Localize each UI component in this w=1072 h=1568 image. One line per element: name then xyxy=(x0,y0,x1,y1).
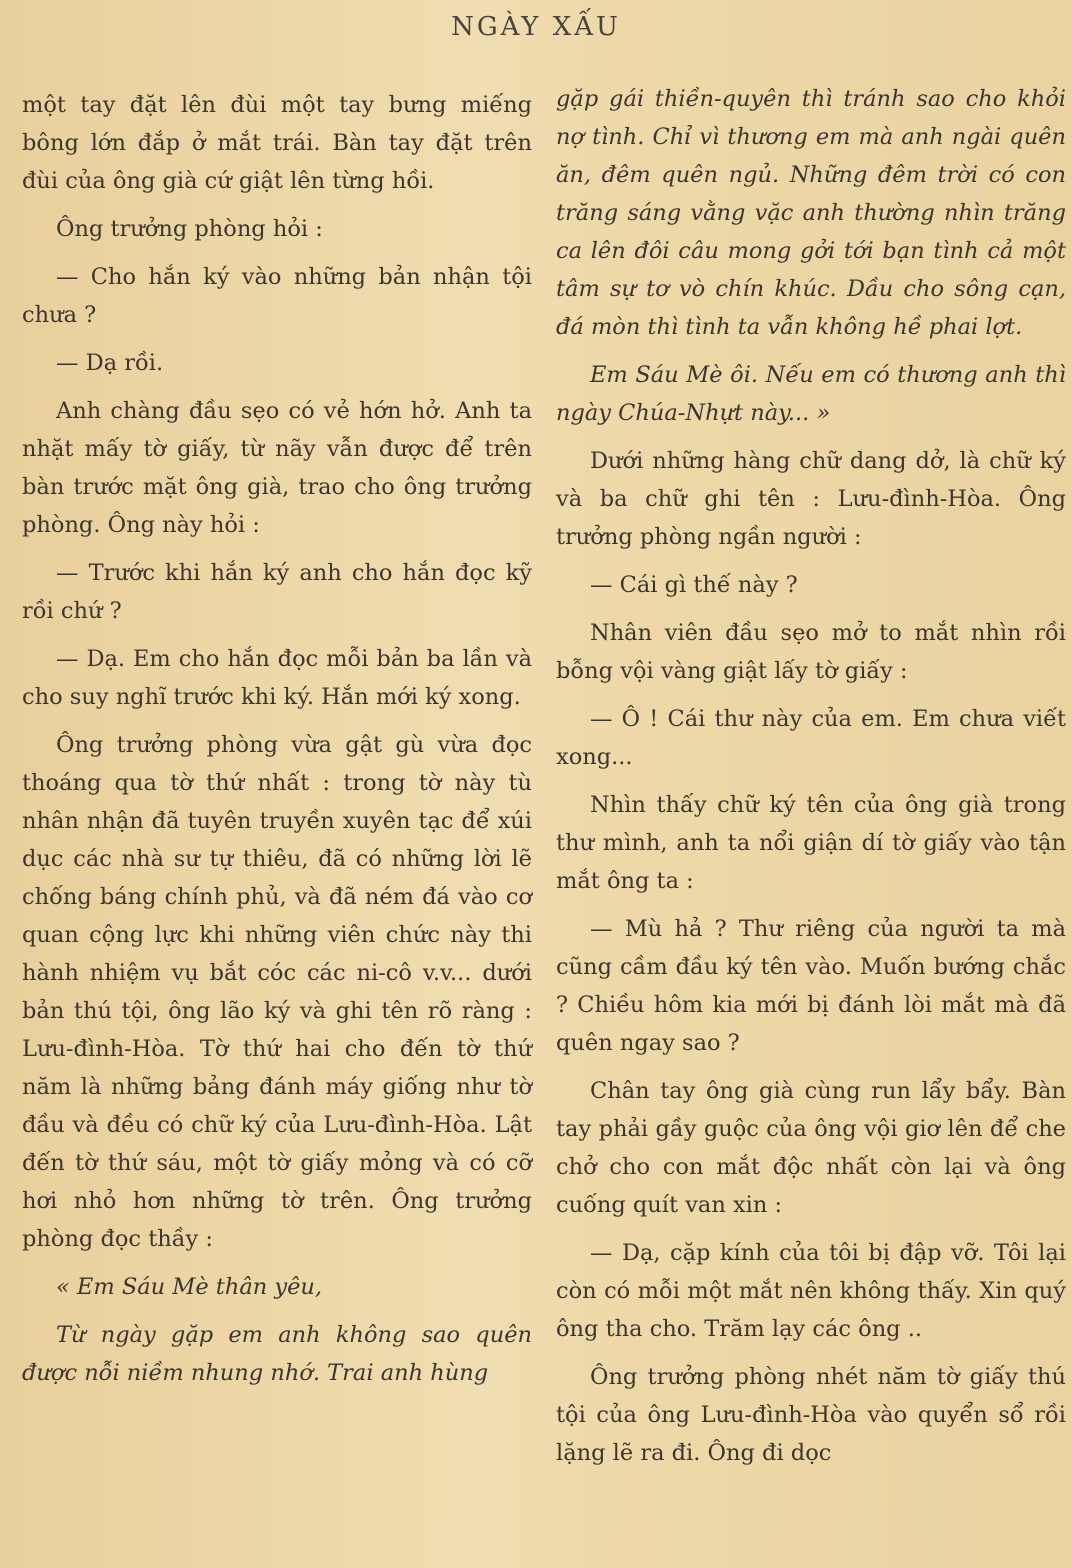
paragraph: một tay đặt lên đùi một tay bưng miếng bông lớn đắp ở mắt trái. Bàn tay đặt trên đùi của ông già cứ giật lên từng hồi. xyxy=(22,92,532,194)
paragraph: Anh chàng đầu sẹo có vẻ hớn hở. Anh ta nhặt mấy tờ giấy, từ nãy vẫn được để trên bàn trước mặt ông già, trao cho ông trưởng phòng. Ông này hỏi : xyxy=(22,398,532,538)
paragraph: — Dạ. Em cho hắn đọc mỗi bản ba lần và cho suy nghĩ trước khi ký. Hắn mới ký xong. xyxy=(22,646,532,710)
paragraph: — Cái gì thế này ? xyxy=(590,572,798,598)
paragraph: Dưới những hàng chữ dang dở, là chữ ký và ba chữ ghi tên : Lưu-đình-Hòa. Ông trưởng phòng ngần người : xyxy=(556,448,1066,550)
paragraph: gặp gái thiền-quyên thì tránh sao cho khỏi nợ tình. Chỉ vì thương em mà anh ngài quên ăn, đêm quên ngủ. Những đêm trời có con trăng sáng vằng vặc anh thường nhìn trăng ca lên đôi câu mong gởi tới bạn tình cả một tâm sự tơ vò chín khúc. Dầu cho sông cạn, đá mòn thì tình ta vẫn không hề phai lợt. xyxy=(556,86,1066,340)
paragraph: Ông trưởng phòng hỏi : xyxy=(56,216,323,242)
paragraph: Nhân viên đầu sẹo mở to mắt nhìn rồi bỗng vội vàng giật lấy tờ giấy : xyxy=(556,620,1066,684)
running-header: NGÀY XẤU xyxy=(451,12,621,42)
paragraph: — Trước khi hắn ký anh cho hắn đọc kỹ rồi chứ ? xyxy=(22,560,532,624)
paragraph: — Dạ, cặp kính của tôi bị đập vỡ. Tôi lại còn có mỗi một mắt nên không thấy. Xin quý ông tha cho. Trăm lạy các ông .. xyxy=(556,1240,1066,1342)
paragraph: — Ô ! Cái thư này của em. Em chưa viết xong... xyxy=(556,706,1066,770)
paragraph: Ông trưởng phòng nhét năm tờ giấy thú tội của ông Lưu-đình-Hòa vào quyển sổ rồi lặng lẽ ra đi. Ông đi dọc xyxy=(556,1364,1066,1466)
paragraph: « Em Sáu Mè thân yêu, xyxy=(56,1274,323,1300)
right-column xyxy=(556,80,1066,1482)
paragraph: — Mù hả ? Thư riêng của người ta mà cũng cầm đầu ký tên vào. Muốn bướng chắc ? Chiều hôm kia mới bị đánh lòi mắt mà đã quên ngay sao ? xyxy=(556,916,1066,1056)
paragraph: Từ ngày gặp em anh không sao quên được nỗi niềm nhung nhớ. Trai anh hùng xyxy=(22,1322,532,1386)
paragraph: — Dạ rồi. xyxy=(56,350,164,376)
left-column xyxy=(22,86,532,1402)
paragraph: Nhìn thấy chữ ký tên của ông già trong thư mình, anh ta nổi giận dí tờ giấy vào tận mắt ông ta : xyxy=(556,792,1066,894)
paragraph: — Cho hắn ký vào những bản nhận tội chưa ? xyxy=(22,264,532,328)
paragraph: Ông trưởng phòng vừa gật gù vừa đọc thoáng qua tờ thứ nhất : trong tờ này tù nhân nhận đã tuyên truyền xuyên tạc để xúi dục các nhà sư tự thiêu, đã có những lời lẽ chống báng chính phủ, và đã ném đá vào cơ quan cộng lực khi những viên chức này thi hành nhiệm vụ bắt cóc các ni-cô v.v... dưới bản thú tội, ông lão ký và ghi tên rõ ràng : Lưu-đình-Hòa. Tờ thứ hai cho đến tờ thứ năm là những bảng đánh máy giống như tờ đầu và đều có chữ ký của Lưu-đình-Hòa. Lật đến tờ thứ sáu, một tờ giấy mỏng và có cỡ hơi nhỏ hơn những tờ trên. Ông trưởng phòng đọc thầy : xyxy=(22,732,532,1252)
paragraph: Chân tay ông già cùng run lẩy bẩy. Bàn tay phải gầy guộc của ông vội giơ lên để che chở cho con mắt độc nhất còn lại và ông cuống quít van xin : xyxy=(556,1078,1066,1218)
paragraph: Em Sáu Mè ôi. Nếu em có thương anh thì ngày Chúa-Nhựt này... » xyxy=(556,362,1066,426)
